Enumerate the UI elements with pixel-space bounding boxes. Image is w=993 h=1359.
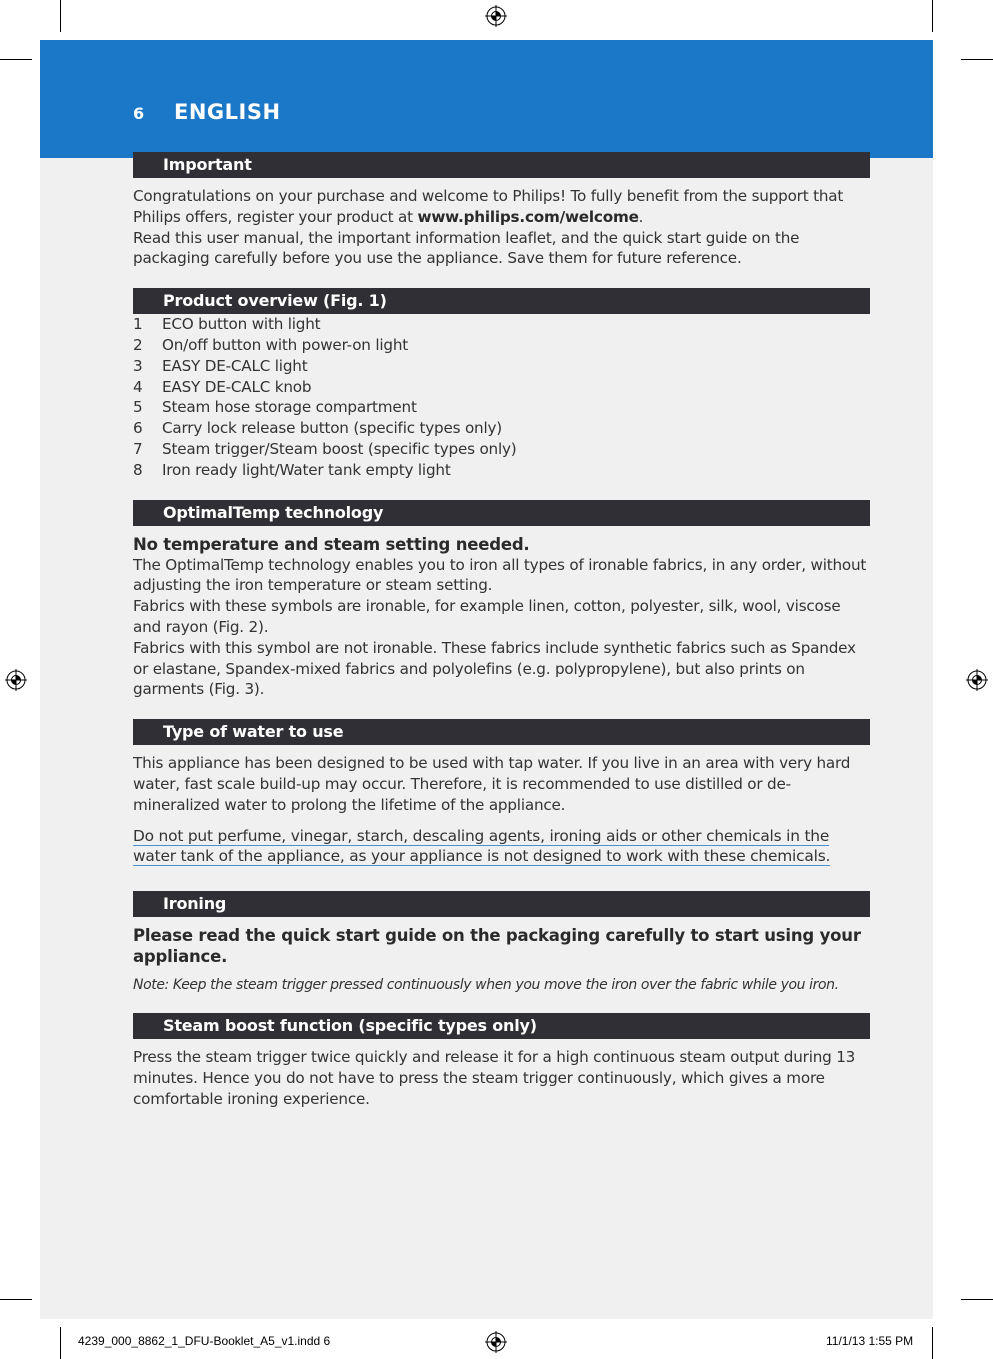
water-warning-text: Do not put perfume, vinegar, starch, descaling agents, ironing aids or other chemicals in the water tank of the appliance, as your appliance is not designed to work with these chemicals.: [133, 826, 831, 866]
crop-mark: [0, 59, 32, 60]
item-number: 5: [133, 398, 143, 417]
list-item: [133, 460, 870, 481]
slug-file-name: 4239_000_8862_1_DFU-Booklet_A5_v1.indd 6: [78, 1334, 331, 1348]
registration-mark-icon: [485, 1331, 507, 1353]
section-heading-optimaltemp: OptimalTemp technology: [133, 500, 870, 526]
list-item: [133, 314, 870, 335]
water-warning: [133, 826, 870, 868]
page-number: 6: [133, 104, 145, 123]
crop-mark: [961, 59, 993, 60]
welcome-link[interactable]: www.philips.com/welcome: [417, 207, 639, 226]
language-heading: ENGLISH: [174, 100, 281, 124]
crop-mark: [932, 0, 933, 32]
water-paragraph: This appliance has been designed to be used with tap water. If you live in an area with very hard water, fast scale build-up may occur. Therefore, it is recommended to use distilled or de-mineralized water to prolong the lifetime of the appliance.: [133, 754, 851, 814]
item-number: 1: [133, 315, 143, 334]
important-text: Congratulations on your purchase and welcome to Philips! To fully benefit from the support that Philips offers, register your product at: [133, 187, 844, 226]
list-item: [133, 418, 870, 439]
item-text: On/off button with power-on light: [162, 335, 409, 354]
crop-mark: [60, 0, 61, 32]
slug-date-time: 11/1/13 1:55 PM: [826, 1334, 914, 1348]
list-item: [133, 377, 870, 398]
section-heading-water: Type of water to use: [133, 719, 870, 745]
header-band: [40, 40, 933, 158]
registration-mark-icon: [5, 669, 27, 691]
registration-mark-icon: [485, 5, 507, 27]
item-text: Iron ready light/Water tank empty light: [162, 460, 451, 479]
item-number: 3: [133, 356, 143, 375]
ironing-note: Note: Keep the steam trigger pressed continuously when you move the iron over the fabric while you iron.: [133, 977, 839, 994]
section-heading-important: Important: [133, 152, 870, 178]
item-number: 4: [133, 377, 143, 396]
steam-boost-paragraph: Press the steam trigger twice quickly and release it for a high continuous steam output during 13 minutes. Hence you do not have to press the steam trigger continuously, which gives a more comfortable ironing experience.: [133, 1047, 856, 1108]
item-number: 2: [133, 335, 143, 354]
item-text: EASY DE-CALC knob: [162, 377, 312, 396]
section-heading-steam-boost: Steam boost function (specific types only): [133, 1013, 870, 1039]
crop-mark: [0, 1299, 32, 1300]
list-item: [133, 439, 870, 460]
crop-mark: [60, 1327, 61, 1359]
list-item: [133, 335, 870, 356]
item-text: EASY DE-CALC light: [162, 356, 308, 375]
important-paragraph-1: [133, 186, 870, 228]
item-number: 6: [133, 419, 143, 438]
item-number: 8: [133, 460, 143, 479]
ironing-lead: Please read the quick start guide on the packaging carefully to start using your appliance.: [133, 926, 861, 967]
item-text: Steam trigger/Steam boost (specific types only): [162, 439, 517, 458]
important-paragraph-2: Read this user manual, the important information leaflet, and the quick start guide on the packaging carefully before you use the appliance. Save them for future reference.: [133, 228, 800, 268]
item-text: Steam hose storage compartment: [162, 398, 417, 417]
optimaltemp-paragraph-2: Fabrics with these symbols are ironable, for example linen, cotton, polyester, silk, wool, viscose and rayon (Fig. 2).: [133, 597, 841, 636]
optimaltemp-paragraph-3: Fabrics with this symbol are not ironable. These fabrics include synthetic fabrics such as Spandex or elastane, Spandex-mixed fabrics and polyolefins (e.g. polypropylene), but also prints on garments (Fig. 3).: [133, 638, 856, 699]
page-content: [133, 152, 870, 1109]
optimaltemp-lead: No temperature and steam setting needed.: [133, 534, 530, 554]
crop-mark: [932, 1327, 933, 1359]
item-text: ECO button with light: [162, 315, 321, 334]
registration-mark-icon: [966, 669, 988, 691]
item-number: 7: [133, 439, 143, 458]
list-item: [133, 356, 870, 377]
product-overview-list: [133, 314, 870, 480]
list-item: [133, 397, 870, 418]
optimaltemp-paragraph-1: The OptimalTemp technology enables you to iron all types of ironable fabrics, in any order, without adjusting the iron temperature or steam setting.: [133, 555, 867, 595]
section-heading-ironing: Ironing: [133, 891, 870, 917]
item-text: Carry lock release button (specific types only): [162, 419, 503, 438]
section-heading-product-overview: Product overview (Fig. 1): [133, 288, 870, 314]
important-text-end: .: [638, 207, 644, 226]
crop-mark: [961, 1299, 993, 1300]
